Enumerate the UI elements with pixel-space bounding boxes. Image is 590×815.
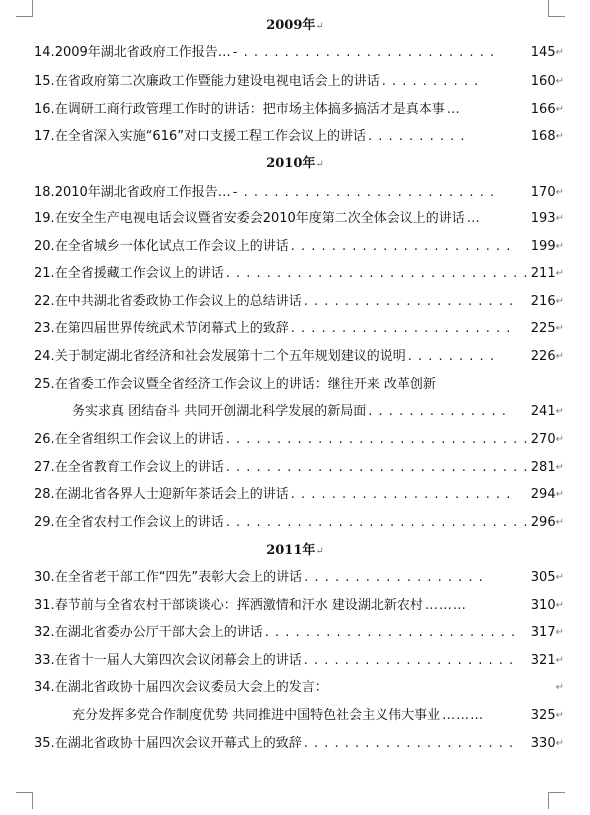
toc-entry-34[interactable]: 34. 在湖北省政协十届四次会议委员大会上的发言： ↵ [34,680,564,695]
toc-entry-22[interactable]: 22. 在中共湖北省委政协工作会议上的总结讲话 . . . . . . . . . . . . . . . . . . . . . 216 ↵ [34,294,564,309]
toc-entry-16[interactable]: 16. 在调研工商行政管理工作时的讲话：把市场主体搞多搞活才是真本事 … 166 ↵ [34,102,564,117]
toc-entry-30[interactable]: 30. 在全省老干部工作“四先”表彰大会上的讲话 . . . . . . . . . . . . . . . . . . 305 ↵ [34,570,564,585]
toc-entry-18[interactable]: 18. 2010年湖北省政府工作报告… - . . . . . . . . . . . . . . . . . . . . . . . . . 170 ↵ [34,185,564,200]
toc-entry-23[interactable]: 23. 在第四届世界传统武术节闭幕式上的致辞 . . . . . . . . . . . . . . . . . . . . . . 225 ↵ [34,321,564,336]
toc-entry-17[interactable]: 17. 在全省深入实施“616”对口支援工程工作会议上的讲话 . . . . . . . . . . 168 ↵ [34,129,564,144]
section-heading-2009: 2009年↵ [266,18,324,33]
section-heading-2011: 2011年↵ [266,543,324,558]
toc-entry-19[interactable]: 19. 在安全生产电视电话会议暨省安委会2010年度第二次全体会议上的讲话 … 193 ↵ [34,211,564,226]
toc-entry-27[interactable]: 27. 在全省教育工作会议上的讲话 . . . . . . . . . . . . . . . . . . . . . . . . . . . . . . 281 ↵ [34,460,564,475]
toc-entry-31[interactable]: 31. 春节前与全省农村干部谈谈心：挥洒激情和汗水 建设湖北新农村 ……… 310 ↵ [34,598,564,613]
toc-entry-35[interactable]: 35. 在湖北省政协十届四次会议开幕式上的致辞 . . . . . . . . . . . . . . . . . . . . . 330 ↵ [34,736,564,751]
toc-entry-25-continued[interactable]: 务实求真 团结奋斗 共同开创湖北科学发展的新局面 . . . . . . . . . . . . . . 241 ↵ [72,404,564,419]
crop-mark-bottom-right [548,792,565,809]
toc-entry-20[interactable]: 20. 在全省城乡一体化试点工作会议上的讲话 . . . . . . . . . . . . . . . . . . . . . . 199 ↵ [34,239,564,254]
toc-entry-25[interactable]: 25. 在省委工作会议暨全省经济工作会议上的讲话：继往开来 改革创新 [34,377,436,392]
toc-entry-28[interactable]: 28. 在湖北省各界人士迎新年茶话会上的讲话 . . . . . . . . . . . . . . . . . . . . . . 294 ↵ [34,487,564,502]
section-heading-2010: 2010年↵ [266,156,324,171]
crop-mark-top-right [548,0,565,17]
toc-entry-14[interactable]: 14. 2009年湖北省政府工作报告… - . . . . . . . . . . . . . . . . . . . . . . . . . 145 ↵ [34,45,564,60]
toc-entry-32[interactable]: 32. 在湖北省委办公厅干部大会上的讲话 . . . . . . . . . . . . . . . . . . . . . . . . . 317 ↵ [34,625,564,640]
toc-entry-24[interactable]: 24. 关于制定湖北省经济和社会发展第十二个五年规划建议的说明 . . . . . . . . . 226 ↵ [34,349,564,364]
toc-entry-33[interactable]: 33. 在省十一届人大第四次会议闭幕会上的讲话 . . . . . . . . . . . . . . . . . . . . . 321 ↵ [34,653,564,668]
crop-mark-top-left [16,0,33,17]
toc-entry-26[interactable]: 26. 在全省组织工作会议上的讲话 . . . . . . . . . . . . . . . . . . . . . . . . . . . . . . 270 ↵ [34,432,564,447]
toc-entry-34-continued[interactable]: 充分发挥多党合作制度优势 共同推进中国特色社会主义伟大事业 ……… 325 ↵ [72,708,564,723]
toc-entry-21[interactable]: 21. 在全省援藏工作会议上的讲话 . . . . . . . . . . . . . . . . . . . . . . . . . . . . . . 211 ↵ [34,266,564,281]
toc-entry-29[interactable]: 29. 在全省农村工作会议上的讲话 . . . . . . . . . . . . . . . . . . . . . . . . . . . . . . 296 ↵ [34,515,564,530]
toc-entry-15[interactable]: 15. 在省政府第二次廉政工作暨能力建设电视电话会上的讲话 . . . . . . . . . . 160 ↵ [34,74,564,89]
crop-mark-bottom-left [16,792,33,809]
